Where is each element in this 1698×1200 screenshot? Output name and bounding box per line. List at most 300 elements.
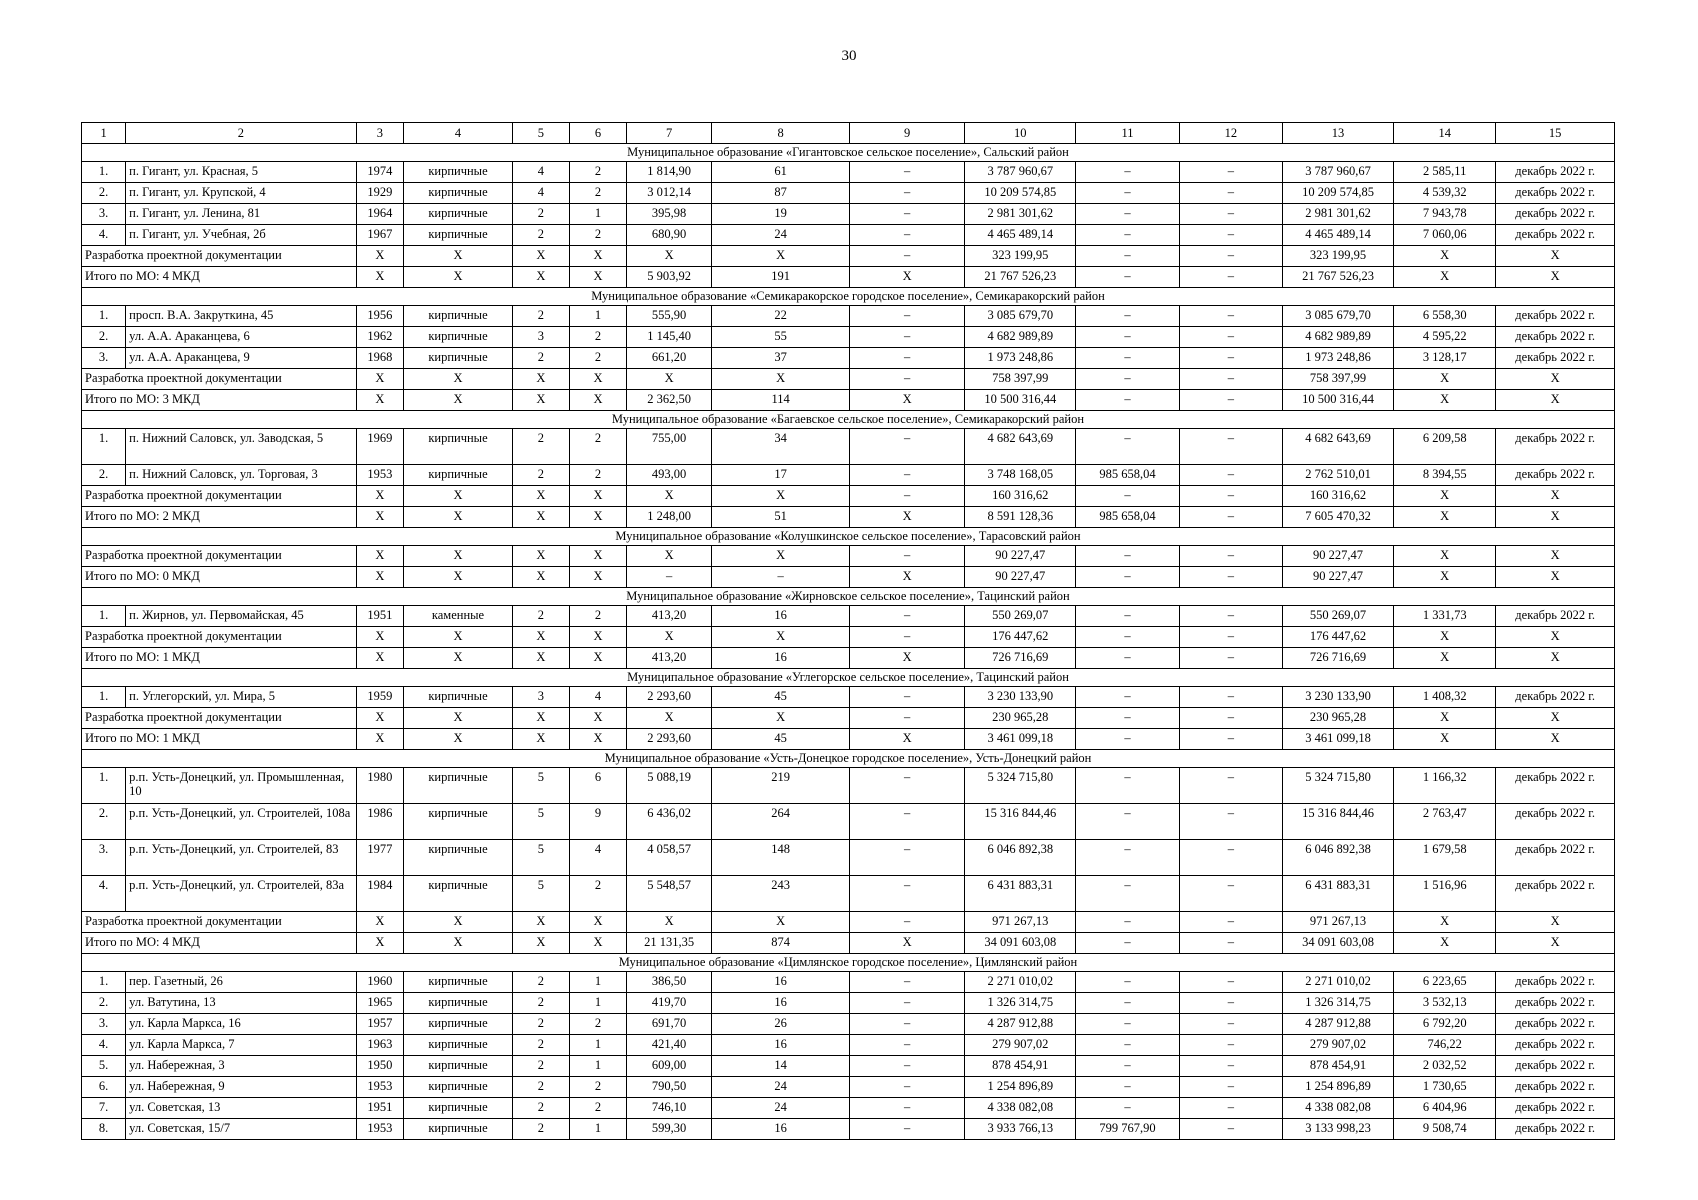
table-cell: – [850, 1077, 965, 1098]
address-cell: ул. Советская, 13 [126, 1098, 357, 1119]
table-cell: X [569, 648, 626, 669]
table-cell: – [1076, 1035, 1179, 1056]
table-cell: X [1496, 390, 1615, 411]
table-cell: – [1076, 546, 1179, 567]
table-row [82, 768, 1615, 804]
table-cell: 45 [712, 729, 850, 750]
address-cell: п. Гигант, ул. Крупской, 4 [126, 183, 357, 204]
table-cell: – [850, 1098, 965, 1119]
table-cell: X [569, 486, 626, 507]
table-cell: 2 585,11 [1394, 162, 1496, 183]
table-cell: 1974 [356, 162, 403, 183]
row-number-cell: 3. [82, 348, 126, 369]
table-cell: 6 558,30 [1394, 306, 1496, 327]
table-cell: 680,90 [627, 225, 712, 246]
table-cell: – [1076, 606, 1179, 627]
table-cell: – [1179, 546, 1282, 567]
table-cell: X [850, 648, 965, 669]
table-cell: – [850, 876, 965, 912]
table-cell: X [1394, 627, 1496, 648]
column-header: 9 [850, 123, 965, 144]
table-cell: 219 [712, 768, 850, 804]
table-cell: 493,00 [627, 465, 712, 486]
summary-row [82, 567, 1615, 588]
table-cell: 2 762 510,01 [1283, 465, 1394, 486]
table-cell: X [627, 708, 712, 729]
table-cell: X [356, 267, 403, 288]
table-cell: 3 748 168,05 [965, 465, 1076, 486]
table-cell: 790,50 [627, 1077, 712, 1098]
table-cell: кирпичные [404, 687, 513, 708]
table-cell: – [1179, 768, 1282, 804]
table-cell: – [1179, 486, 1282, 507]
table-cell: X [512, 933, 569, 954]
table-cell: 3 128,17 [1394, 348, 1496, 369]
table-cell: декабрь 2022 г. [1496, 972, 1615, 993]
address-cell: п. Гигант, ул. Ленина, 81 [126, 204, 357, 225]
table-cell: 176 447,62 [965, 627, 1076, 648]
table-cell: 114 [712, 390, 850, 411]
table-cell: – [850, 687, 965, 708]
table-cell: 2 271 010,02 [965, 972, 1076, 993]
table-cell: 17 [712, 465, 850, 486]
table-cell: – [1179, 162, 1282, 183]
summary-row [82, 507, 1615, 528]
table-cell: декабрь 2022 г. [1496, 204, 1615, 225]
table-row [82, 465, 1615, 486]
table-cell: кирпичные [404, 429, 513, 465]
table-cell: X [1496, 567, 1615, 588]
table-cell: X [627, 369, 712, 390]
table-cell: X [512, 567, 569, 588]
row-number-cell: 1. [82, 768, 126, 804]
table-cell: 323 199,95 [965, 246, 1076, 267]
table-cell: 22 [712, 306, 850, 327]
table-cell: – [850, 327, 965, 348]
table-cell: X [356, 546, 403, 567]
table-cell: 4 [569, 687, 626, 708]
table-cell: – [1179, 225, 1282, 246]
table-cell: кирпичные [404, 876, 513, 912]
table-cell: X [850, 507, 965, 528]
table-cell: 1 166,32 [1394, 768, 1496, 804]
table-cell: – [850, 348, 965, 369]
row-number-cell: 2. [82, 993, 126, 1014]
table-cell: 1 679,58 [1394, 840, 1496, 876]
table-cell: 413,20 [627, 648, 712, 669]
table-cell: X [627, 486, 712, 507]
table-cell: 1 814,90 [627, 162, 712, 183]
table-cell: декабрь 2022 г. [1496, 606, 1615, 627]
table-cell: – [850, 429, 965, 465]
table-cell: X [512, 912, 569, 933]
table-row [82, 606, 1615, 627]
table-cell: 6 431 883,31 [965, 876, 1076, 912]
address-cell: п. Нижний Саловск, ул. Заводская, 5 [126, 429, 357, 465]
table-cell: 3 230 133,90 [965, 687, 1076, 708]
table-cell: 1953 [356, 1119, 403, 1140]
table-cell: 2 [512, 606, 569, 627]
address-cell: п. Гигант, ул. Красная, 5 [126, 162, 357, 183]
table-cell: X [512, 507, 569, 528]
table-cell: 4 465 489,14 [1283, 225, 1394, 246]
column-header: 7 [627, 123, 712, 144]
row-number-cell: 4. [82, 225, 126, 246]
table-cell: 755,00 [627, 429, 712, 465]
table-cell: 21 767 526,23 [1283, 267, 1394, 288]
table-cell: 4 058,57 [627, 840, 712, 876]
summary-row [82, 486, 1615, 507]
table-cell: X [1394, 546, 1496, 567]
table-cell: X [1496, 912, 1615, 933]
table-cell: 7 605 470,32 [1283, 507, 1394, 528]
table-cell: 3 532,13 [1394, 993, 1496, 1014]
table-cell: X [627, 627, 712, 648]
row-number-cell: 3. [82, 204, 126, 225]
summary-label: Итого по МО: 1 МКД [82, 648, 357, 669]
table-cell: – [850, 627, 965, 648]
table-cell: декабрь 2022 г. [1496, 993, 1615, 1014]
table-row [82, 348, 1615, 369]
table-cell: X [1394, 933, 1496, 954]
table-cell: 1 973 248,86 [1283, 348, 1394, 369]
table-cell: 5 [512, 804, 569, 840]
table-row [82, 993, 1615, 1014]
table-cell: – [1076, 648, 1179, 669]
table-cell: X [1496, 246, 1615, 267]
table-cell: – [850, 369, 965, 390]
table-cell: 2 [512, 348, 569, 369]
table-cell: 1 254 896,89 [1283, 1077, 1394, 1098]
table-cell: X [512, 369, 569, 390]
table-cell: декабрь 2022 г. [1496, 804, 1615, 840]
table-cell: – [1179, 729, 1282, 750]
table-cell: 24 [712, 1098, 850, 1119]
table-cell: 5 088,19 [627, 768, 712, 804]
table-cell: 45 [712, 687, 850, 708]
table-cell: – [1179, 708, 1282, 729]
row-number-cell: 1. [82, 162, 126, 183]
table-cell: 4 682 643,69 [965, 429, 1076, 465]
column-header: 4 [404, 123, 513, 144]
table-cell: 15 316 844,46 [965, 804, 1076, 840]
table-cell: – [1076, 429, 1179, 465]
table-cell: 2 [512, 225, 569, 246]
table-cell: 1 331,73 [1394, 606, 1496, 627]
table-cell: X [512, 486, 569, 507]
table-cell: X [712, 546, 850, 567]
column-header: 2 [126, 123, 357, 144]
table-cell: – [850, 546, 965, 567]
column-header: 10 [965, 123, 1076, 144]
table-cell: 1 408,32 [1394, 687, 1496, 708]
table-cell: 2 [512, 1077, 569, 1098]
table-cell: кирпичные [404, 1077, 513, 1098]
table-cell: 2 293,60 [627, 687, 712, 708]
table-cell: – [1076, 627, 1179, 648]
table-cell: 10 500 316,44 [965, 390, 1076, 411]
summary-row [82, 369, 1615, 390]
row-number-cell: 3. [82, 1014, 126, 1035]
table-cell: кирпичные [404, 327, 513, 348]
table-cell: – [1076, 768, 1179, 804]
table-cell: X [404, 369, 513, 390]
column-header: 5 [512, 123, 569, 144]
table-row [82, 804, 1615, 840]
table-cell: 1980 [356, 768, 403, 804]
address-cell: ул. Карла Маркса, 16 [126, 1014, 357, 1035]
address-cell: р.п. Усть-Донецкий, ул. Строителей, 108а [126, 804, 357, 840]
table-cell: 1 [569, 972, 626, 993]
table-cell: – [850, 183, 965, 204]
table-cell: – [850, 840, 965, 876]
table-cell: – [1076, 327, 1179, 348]
table-cell: 6 [569, 768, 626, 804]
table-cell: 4 [512, 162, 569, 183]
table-cell: 34 091 603,08 [1283, 933, 1394, 954]
table-cell: 1965 [356, 993, 403, 1014]
summary-label: Разработка проектной документации [82, 246, 357, 267]
table-row [82, 1014, 1615, 1035]
table-cell: X [1496, 369, 1615, 390]
table-cell: X [850, 729, 965, 750]
table-cell: – [1179, 1056, 1282, 1077]
table-cell: декабрь 2022 г. [1496, 429, 1615, 465]
table-cell: 1 730,65 [1394, 1077, 1496, 1098]
table-cell: X [404, 912, 513, 933]
table-cell: – [1179, 687, 1282, 708]
table-cell: 24 [712, 225, 850, 246]
table-cell: 1 [569, 306, 626, 327]
table-cell: 6 223,65 [1394, 972, 1496, 993]
table-cell: 9 508,74 [1394, 1119, 1496, 1140]
table-cell: 4 682 989,89 [965, 327, 1076, 348]
table-cell: 1967 [356, 225, 403, 246]
table-cell: X [404, 486, 513, 507]
table-cell: 550 269,07 [965, 606, 1076, 627]
table-cell: 90 227,47 [1283, 567, 1394, 588]
table-cell: 90 227,47 [965, 567, 1076, 588]
table-cell: 1951 [356, 606, 403, 627]
table-cell: 3 133 998,23 [1283, 1119, 1394, 1140]
table-cell: 8 394,55 [1394, 465, 1496, 486]
table-cell: X [569, 246, 626, 267]
table-cell: 2 [569, 162, 626, 183]
summary-row [82, 546, 1615, 567]
table-cell: 971 267,13 [1283, 912, 1394, 933]
table-cell: 34 [712, 429, 850, 465]
table-cell: 2 [512, 993, 569, 1014]
table-cell: X [1394, 729, 1496, 750]
table-row [82, 1077, 1615, 1098]
table-cell: X [1496, 708, 1615, 729]
table-cell: 878 454,91 [1283, 1056, 1394, 1077]
table-cell: 5 [512, 768, 569, 804]
table-cell: 3 [512, 687, 569, 708]
table-cell: 2 [569, 225, 626, 246]
table-cell: X [1496, 729, 1615, 750]
row-number-cell: 2. [82, 327, 126, 348]
table-cell: 1960 [356, 972, 403, 993]
table-cell: X [1394, 369, 1496, 390]
table-cell: 599,30 [627, 1119, 712, 1140]
table-cell: 16 [712, 606, 850, 627]
table-cell: 10 209 574,85 [965, 183, 1076, 204]
table-row [82, 204, 1615, 225]
table-cell: X [404, 708, 513, 729]
table-cell: – [1076, 183, 1179, 204]
table-cell: – [1076, 1098, 1179, 1119]
summary-label: Разработка проектной документации [82, 708, 357, 729]
table-cell: 1963 [356, 1035, 403, 1056]
table-cell: – [850, 1056, 965, 1077]
table-cell: X [404, 567, 513, 588]
table-cell: – [850, 204, 965, 225]
table-cell: X [512, 729, 569, 750]
table-cell: кирпичные [404, 225, 513, 246]
table-cell: – [1076, 912, 1179, 933]
table-cell: X [1496, 648, 1615, 669]
table-cell: – [1076, 348, 1179, 369]
column-header: 13 [1283, 123, 1394, 144]
address-cell: п. Гигант, ул. Учебная, 2б [126, 225, 357, 246]
row-number-cell: 1. [82, 972, 126, 993]
table-cell: 550 269,07 [1283, 606, 1394, 627]
table-cell: X [569, 546, 626, 567]
table-cell: 2 [569, 327, 626, 348]
table-cell: – [1076, 804, 1179, 840]
table-cell: 874 [712, 933, 850, 954]
table-cell: декабрь 2022 г. [1496, 348, 1615, 369]
table-cell: X [1394, 507, 1496, 528]
table-cell: X [850, 933, 965, 954]
table-cell: 16 [712, 648, 850, 669]
table-cell: декабрь 2022 г. [1496, 183, 1615, 204]
table-cell: 6 404,96 [1394, 1098, 1496, 1119]
table-cell: 395,98 [627, 204, 712, 225]
table-cell: 1 254 896,89 [965, 1077, 1076, 1098]
table-cell: 3 461 099,18 [1283, 729, 1394, 750]
table-cell: – [1179, 1119, 1282, 1140]
table-cell: X [1496, 267, 1615, 288]
table-cell: декабрь 2022 г. [1496, 225, 1615, 246]
table-cell: 4 [512, 183, 569, 204]
table-cell: X [569, 369, 626, 390]
table-cell: 3 012,14 [627, 183, 712, 204]
municipality-section-row [82, 669, 1615, 687]
table-cell: 4 338 082,08 [965, 1098, 1076, 1119]
table-row [82, 876, 1615, 912]
table-cell: 1959 [356, 687, 403, 708]
address-cell: ул. Карла Маркса, 7 [126, 1035, 357, 1056]
table-cell: X [1496, 486, 1615, 507]
table-cell: 691,70 [627, 1014, 712, 1035]
table-cell: 279 907,02 [1283, 1035, 1394, 1056]
table-cell: кирпичные [404, 348, 513, 369]
table-cell: 1956 [356, 306, 403, 327]
summary-label: Разработка проектной документации [82, 486, 357, 507]
table-cell: 16 [712, 1035, 850, 1056]
table-cell: 16 [712, 1119, 850, 1140]
table-cell: 160 316,62 [1283, 486, 1394, 507]
table-cell: 4 682 989,89 [1283, 327, 1394, 348]
row-number-cell: 5. [82, 1056, 126, 1077]
table-cell: 985 658,04 [1076, 507, 1179, 528]
row-number-cell: 3. [82, 840, 126, 876]
table-cell: X [404, 246, 513, 267]
table-cell: декабрь 2022 г. [1496, 327, 1615, 348]
table-cell: – [1076, 390, 1179, 411]
table-cell: 5 903,92 [627, 267, 712, 288]
table-cell: – [1076, 933, 1179, 954]
table-cell: 3 085 679,70 [965, 306, 1076, 327]
table-cell: 1 326 314,75 [1283, 993, 1394, 1014]
table-cell: 4 338 082,08 [1283, 1098, 1394, 1119]
table-cell: 555,90 [627, 306, 712, 327]
municipality-title: Муниципальное образование «Багаевское сельское поселение», Семикаракорский район [82, 411, 1615, 429]
table-cell: декабрь 2022 г. [1496, 768, 1615, 804]
column-header: 12 [1179, 123, 1282, 144]
table-cell: X [404, 627, 513, 648]
table-cell: – [1076, 687, 1179, 708]
table-cell: 37 [712, 348, 850, 369]
table-cell: 746,10 [627, 1098, 712, 1119]
table-cell: 6 046 892,38 [1283, 840, 1394, 876]
table-cell: 16 [712, 993, 850, 1014]
table-cell: X [1394, 648, 1496, 669]
table-cell: 9 [569, 804, 626, 840]
table-cell: – [850, 768, 965, 804]
table-cell: 7 060,06 [1394, 225, 1496, 246]
table-cell: 2 [512, 1098, 569, 1119]
table-cell: 1984 [356, 876, 403, 912]
column-header: 1 [82, 123, 126, 144]
table-cell: X [356, 933, 403, 954]
summary-row [82, 708, 1615, 729]
table-cell: – [850, 606, 965, 627]
row-number-cell: 1. [82, 429, 126, 465]
table-cell: – [1179, 348, 1282, 369]
table-cell: – [1076, 162, 1179, 183]
table-cell: – [1076, 1014, 1179, 1035]
table-cell: кирпичные [404, 804, 513, 840]
table-cell: 19 [712, 204, 850, 225]
table-row [82, 1098, 1615, 1119]
table-cell: X [1394, 486, 1496, 507]
column-header: 3 [356, 123, 403, 144]
table-cell: 6 046 892,38 [965, 840, 1076, 876]
table-cell: декабрь 2022 г. [1496, 876, 1615, 912]
address-cell: р.п. Усть-Донецкий, ул. Строителей, 83а [126, 876, 357, 912]
table-cell: 21 131,35 [627, 933, 712, 954]
table-cell: X [850, 267, 965, 288]
table-cell: – [1179, 267, 1282, 288]
row-number-cell: 6. [82, 1077, 126, 1098]
table-cell: 3 230 133,90 [1283, 687, 1394, 708]
table-cell: – [1076, 876, 1179, 912]
table-cell: 2 [512, 1035, 569, 1056]
table-cell: 1986 [356, 804, 403, 840]
table-cell: 1962 [356, 327, 403, 348]
table-cell: X [404, 648, 513, 669]
summary-label: Итого по МО: 3 МКД [82, 390, 357, 411]
table-cell: 878 454,91 [965, 1056, 1076, 1077]
table-cell: 2 [512, 1119, 569, 1140]
table-cell: – [1076, 486, 1179, 507]
table-cell: 2 271 010,02 [1283, 972, 1394, 993]
table-cell: X [512, 708, 569, 729]
table-cell: – [1179, 429, 1282, 465]
